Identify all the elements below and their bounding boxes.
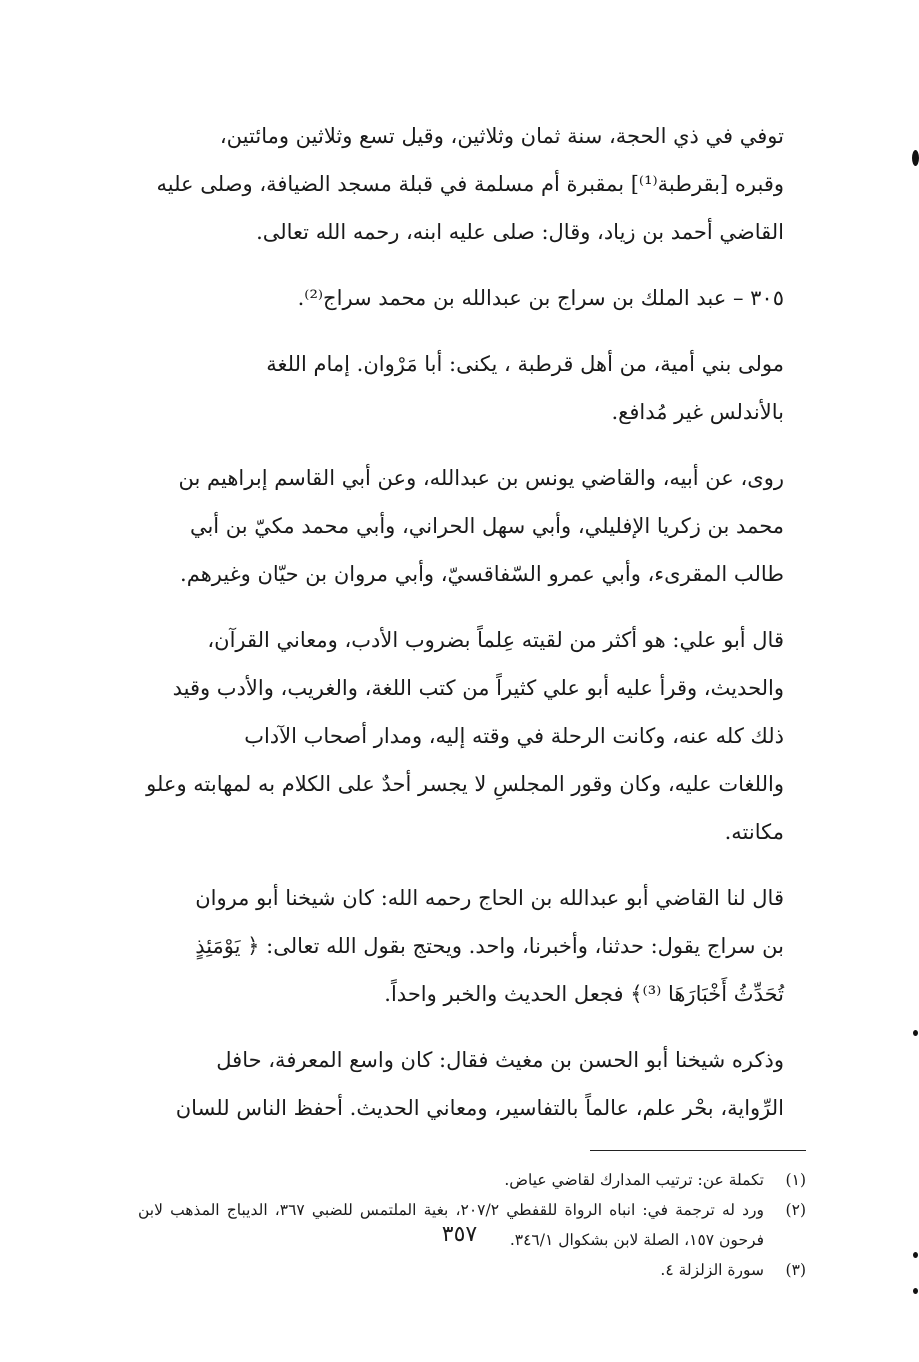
text-line: طالب المقرىء، وأبي عمرو السّفاقسيّ، وأبي مروان بن حيّان وغيرهم. — [180, 562, 784, 586]
footnote-3 — [138, 1255, 806, 1285]
page-body — [138, 112, 806, 1285]
footnote-text: سورة الزلزلة ٤. — [660, 1261, 764, 1279]
text-line: القاضي أحمد بن زياد، وقال: صلى عليه ابنه، رحمه الله تعالى. — [256, 220, 784, 244]
text-line: واللغات عليه، وكان وقور المجلسِ لا يجسر أحدٌ على الكلام به لمهابته وعلو — [146, 772, 784, 796]
text-line: توفي في ذي الحجة، سنة ثمان وثلاثين، وقيل تسع وثلاثين ومائتين، — [219, 124, 784, 148]
footnote-1 — [138, 1165, 806, 1195]
text-line: محمد بن زكريا الإفليلي، وأبي سهل الحراني، وأبي محمد مكيّ بن أبي — [189, 514, 784, 538]
text-line: والحديث، وقرأ عليه أبو علي كثيراً من كتب اللغة، والغريب، والأدب وقيد — [172, 676, 784, 700]
page-number: ٣٥٧ — [441, 1222, 478, 1247]
footnote-text: ورد له ترجمة في: انباه الرواة للقفطي ٢٠٧/٢، بغية الملتمس للضبي ٣٦٧، الديباج المذهب لابن فرحون ١٥٧، الصلة لابن بشكوال ٣٤٦/١. — [138, 1201, 765, 1249]
scan-mark — [913, 1252, 918, 1258]
text-line: ٣٠٥ – عبد الملك بن سراج بن عبدالله بن محمد سراج⁽²⁾. — [297, 286, 784, 310]
text-line: الرِّواية، بحْر علم، عالماً بالتفاسير، ومعاني الحديث. أحفظ الناس للسان — [175, 1096, 784, 1120]
paragraph-narrators — [138, 454, 806, 598]
text-line: تُحَدِّثُ أَخْبَارَهَا ⁽³⁾﴾ فجعل الحديث والخبر واحداً. — [384, 982, 784, 1006]
text-line: مكانته. — [724, 820, 784, 844]
scan-mark — [913, 1288, 918, 1294]
text-line: بن سراج يقول: حدثنا، وأخبرنا، واحد. ويحتج بقول الله تعالى: ﴿ يَوْمَئِذٍ — [195, 934, 784, 958]
paragraph-death-burial — [138, 112, 806, 256]
footnote-number: (٢) — [785, 1201, 806, 1219]
footnote-text: تكملة عن: ترتيب المدارك لقاضي عياض. — [504, 1171, 764, 1189]
footnote-divider — [590, 1150, 806, 1151]
paragraph-ibn-mughith — [138, 1036, 806, 1132]
entry-heading-305 — [138, 274, 806, 322]
text-line: قال أبو علي: هو أكثر من لقيته عِلماً بضروب الأدب، ومعاني القرآن، — [207, 628, 784, 652]
text-line: روى، عن أبيه، والقاضي يونس بن عبدالله، وعن أبي القاسم إبراهيم بن — [178, 466, 784, 490]
scan-mark — [912, 150, 919, 166]
text-line: مولى بني أمية، من أهل قرطبة ، يكنى: أبا مَرْوان. إمام اللغة — [266, 352, 784, 376]
footnote-number: (٣) — [785, 1261, 806, 1279]
text-line: بالأندلس غير مُدافع. — [611, 400, 784, 424]
text-line: وقبره [بقرطبة⁽¹⁾] بمقبرة أم مسلمة في قبلة مسجد الضيافة، وصلى عليه — [156, 172, 784, 196]
paragraph-lineage — [138, 340, 806, 436]
paragraph-ibn-al-hajj — [138, 874, 806, 1018]
text-line: قال لنا القاضي أبو عبدالله بن الحاج رحمه الله: كان شيخنا أبو مروان — [195, 886, 784, 910]
text-line: ذلك كله عنه، وكانت الرحلة في وقته إليه، ومدار أصحاب الآداب — [244, 724, 784, 748]
text-line: وذكره شيخنا أبو الحسن بن مغيث فقال: كان واسع المعرفة، حافل — [216, 1048, 784, 1072]
paragraph-abu-ali — [138, 616, 806, 856]
footnote-number: (١) — [785, 1171, 806, 1189]
scan-mark — [913, 1030, 918, 1036]
